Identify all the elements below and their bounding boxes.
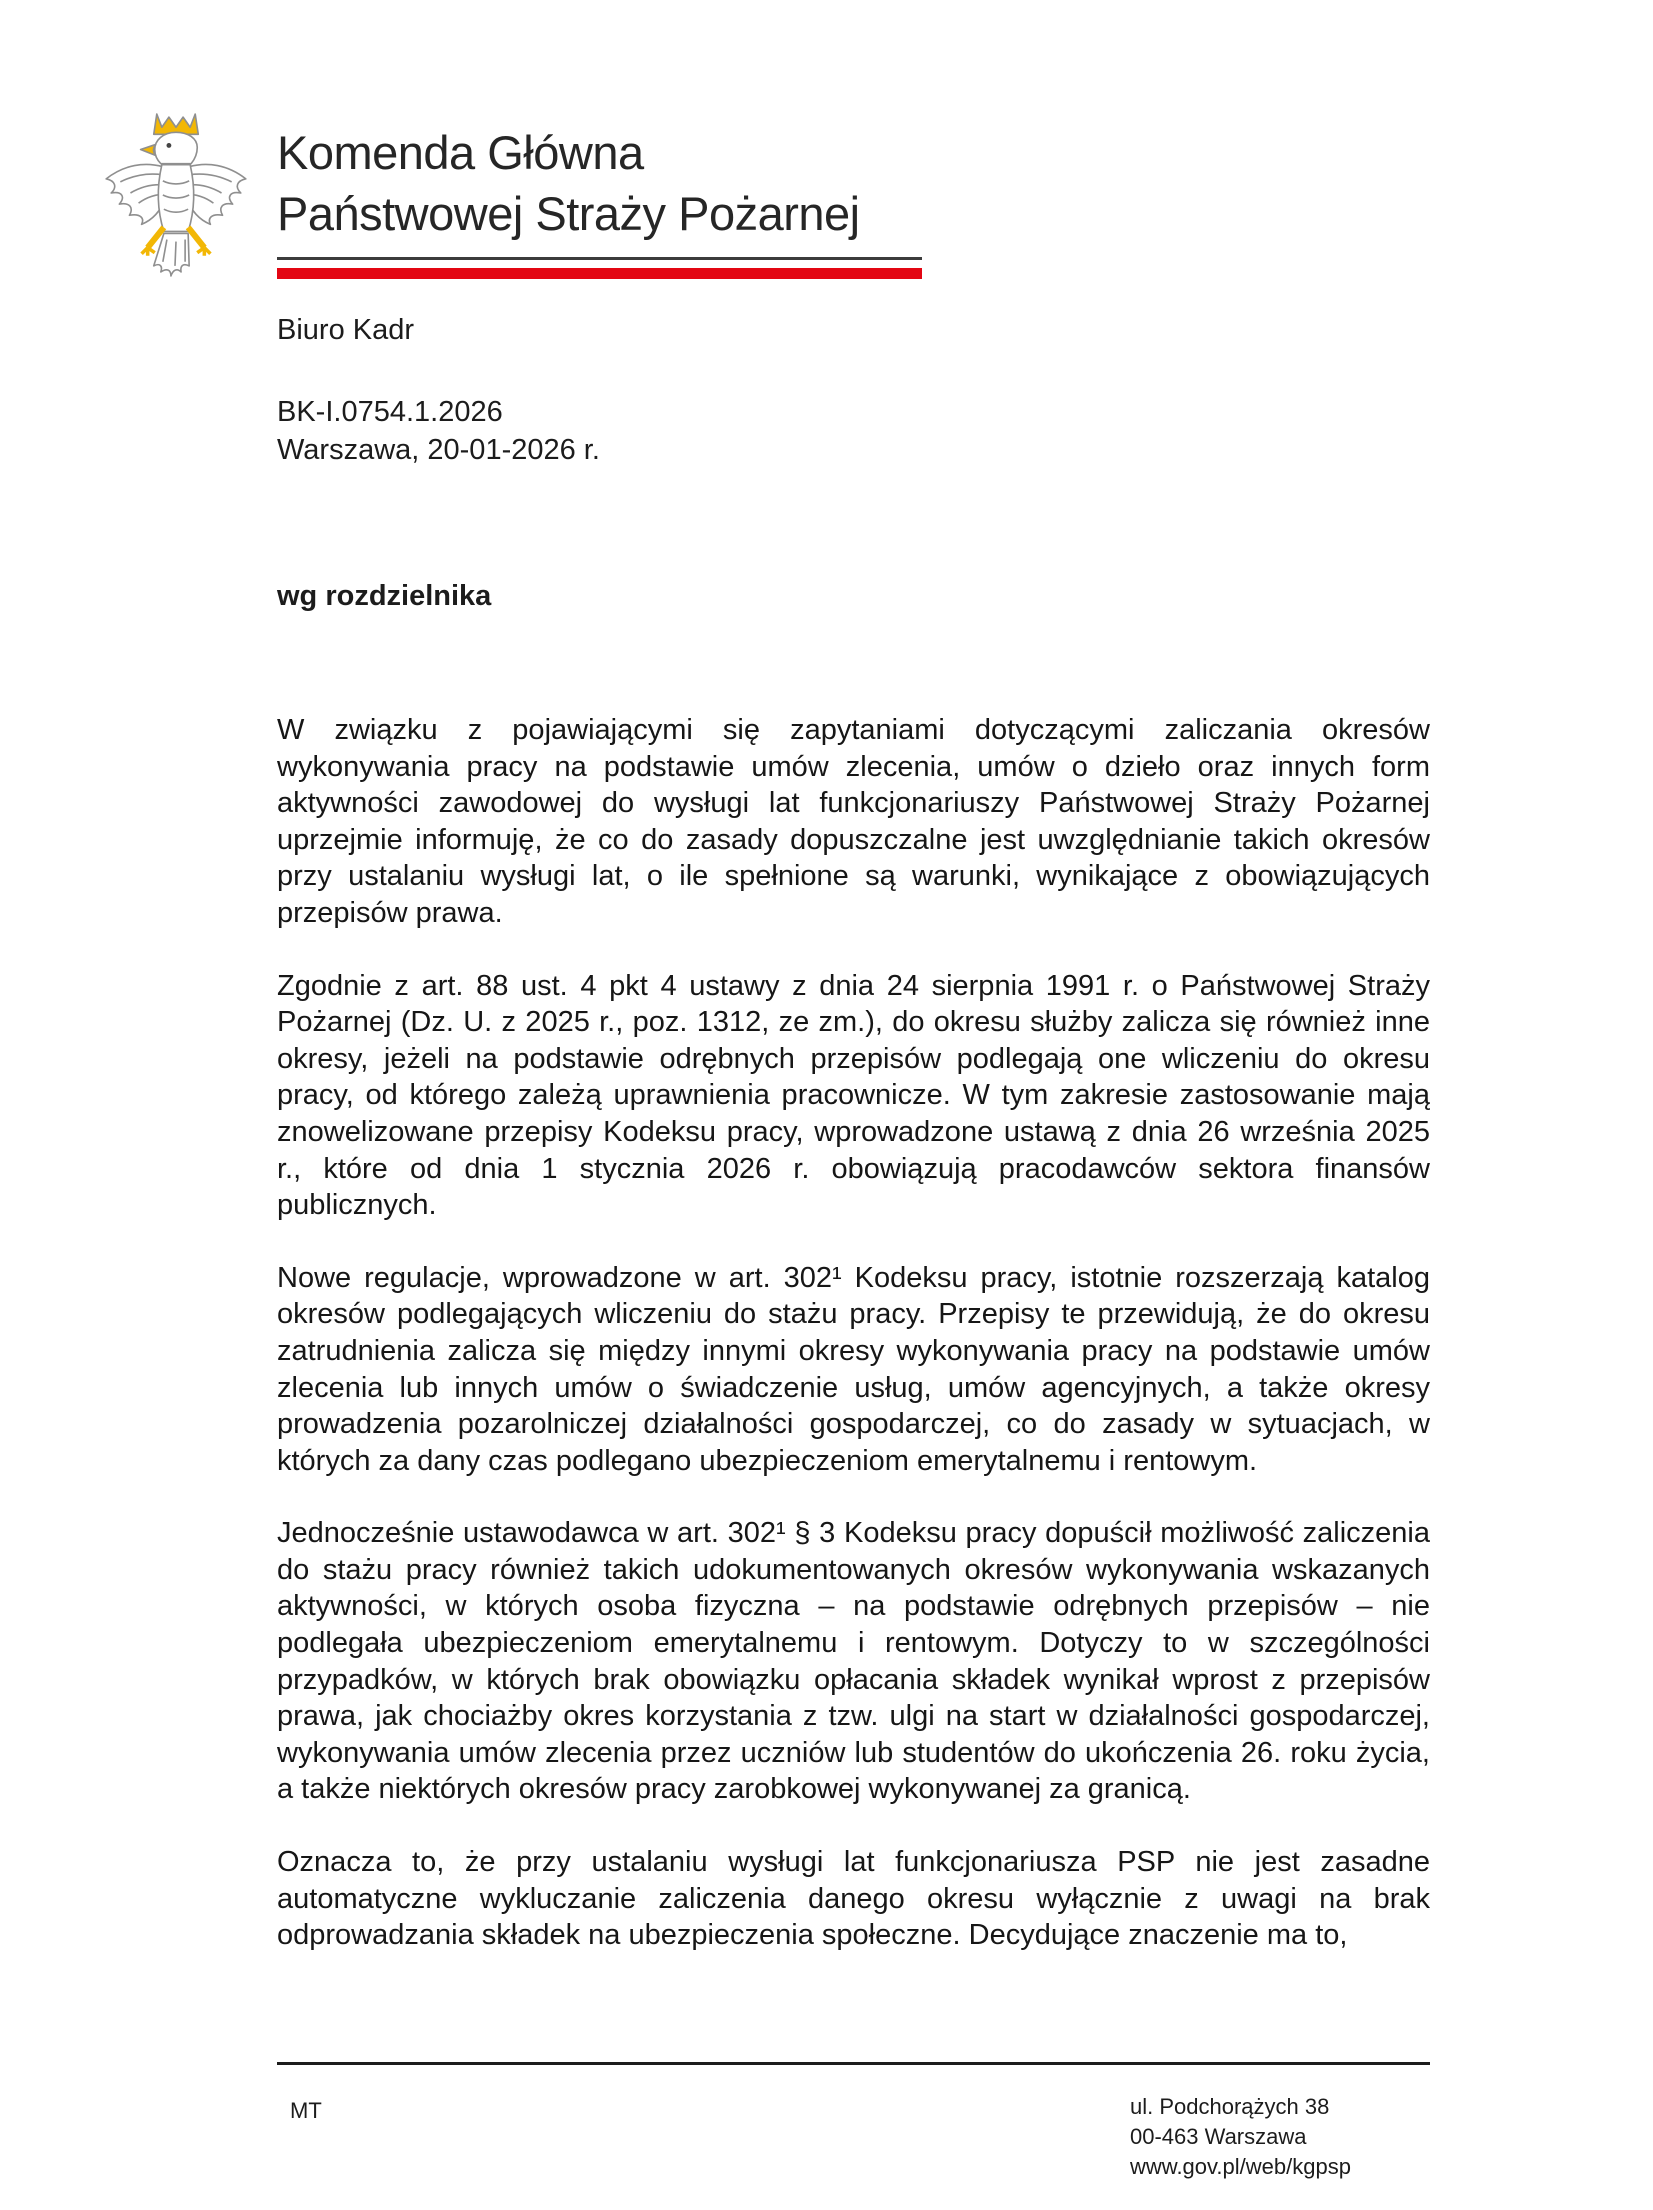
- paragraph-2: Zgodnie z art. 88 ust. 4 pkt 4 ustawy z dnia 24 sierpnia 1991 r. o Państwowej Straży Pożarnej (Dz. U. z 2025 r., poz. 1312, ze zm.), do okresu służby zalicza się również inne okresy, jeżeli na podstawie odrębnych przepisów podlegają one wliczeniu do okresu pracy, od którego zależą uprawnienia pracownicze. W tym zakresie zastosowanie mają znowelizowane przepisy Kodeksu pracy, wprowadzone ustawą z dnia 26 września 2025 r., które od dnia 1 stycznia 2026 r. obowiązują pracodawców sektora finansów publicznych.: [277, 969, 1430, 1222]
- author-initials: MT: [290, 2098, 322, 2123]
- address-street: ul. Podchorążych 38: [1130, 2094, 1330, 2119]
- letterhead-rule-red: [277, 268, 922, 279]
- letter-body: [277, 712, 1430, 1954]
- paragraph-1: W związku z pojawiającymi się zapytaniami dotyczącymi zaliczania okresów wykonywania pracy na podstawie umów zlecenia, umów o dzieło oraz innych form aktywności zawodowej do wysługi lat funkcjonariuszy Państwowej Straży Pożarnej uprzejmie informuję, że co do zasady dopuszczalne jest uwzględnianie takich okresów przy ustalaniu wysługi lat, o ile spełnione są warunki, wynikające z obowiązujących przepisów prawa.: [277, 714, 1430, 929]
- address-city: 00-463 Warszawa: [1130, 2124, 1307, 2149]
- paragraph-3: Nowe regulacje, wprowadzone w art. 302¹ Kodeksu pracy, istotnie rozszerzają katalog okresów podlegających wliczeniu do stażu pracy. Przepisy te przewidują, że do okresu zatrudnienia zalicza się między innymi okresy wykonywania pracy na podstawie umów zlecenia lub innych umów o świadczenie usług, umów agencyjnych, a także okresy prowadzenia pozarolniczej działalności gospodarczej, co do zasady w sytuacjach, w których za dany czas podlegano ubezpieczeniom emerytalnemu i rentowym.: [277, 1261, 1430, 1477]
- org-title-line2: Państwowej Straży Pożarnej: [277, 187, 860, 240]
- department-name: Biuro Kadr: [277, 314, 415, 346]
- place-and-date: Warszawa, 20-01-2026 r.: [277, 434, 600, 466]
- address-website: www.gov.pl/web/kgpsp: [1130, 2154, 1351, 2179]
- reference-number: BK-I.0754.1.2026: [277, 396, 503, 428]
- eagle-icon: [100, 108, 252, 278]
- org-title-line1: Komenda Główna: [277, 126, 644, 179]
- polish-eagle-emblem: [100, 108, 252, 278]
- footer-rule: [277, 2062, 1430, 2065]
- org-title: [277, 122, 860, 244]
- letterhead-rule-dark: [277, 257, 922, 260]
- paragraph-5: Oznacza to, że przy ustalaniu wysługi lat funkcjonariusza PSP nie jest zasadne automatyczne wykluczanie zaliczenia danego okresu wyłącznie z uwagi na brak odprowadzania składek na ubezpieczenia społeczne. Decydujące znaczenie ma to,: [277, 1846, 1430, 1952]
- distribution-note: wg rozdzielnika: [277, 580, 492, 612]
- paragraph-4: Jednocześnie ustawodawca w art. 302¹ § 3 Kodeksu pracy dopuścił możliwość zaliczenia do stażu pracy również takich udokumentowanych okresów wykonywania wskazanych aktywności, w których osoba fizyczna – na podstawie odrębnych przepisów – nie podlegała ubezpieczeniom emerytalnemu i rentowym. Dotyczy to w szczególności przypadków, w których brak obowiązku opłacania składek wynikał wprost z przepisów prawa, jak chociażby okres korzystania z tzw. ulgi na start w działalności gospodarczej, wykonywania umów zlecenia przez uczniów lub studentów do ukończenia 26. roku życia, a także niektórych okresów pracy zarobkowej wykonywanej za granicą.: [277, 1517, 1430, 1806]
- footer-address: [1130, 2092, 1351, 2182]
